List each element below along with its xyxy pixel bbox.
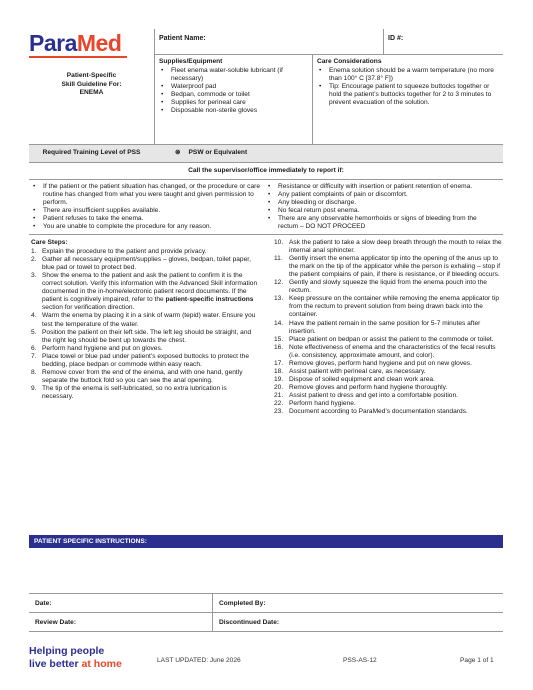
care-step: 12. Gently and slowly squeeze the liquid from the enema pouch into the rectum. (274, 279, 487, 295)
supplies-row (155, 55, 503, 144)
guideline-title: Patient-Specific Skill Guideline For: ENEMA (61, 72, 122, 97)
list-item: • Tip: Encourage patient to squeeze buttocks together or hold the patient’s buttocks together for 2 to 3 minutes to prevent evacuation of the solution. (317, 83, 499, 107)
care-step: 16. Note effectiveness of enema and the characteristics of the fecal results (i.e. consistency, approximate amount, and color). (274, 343, 496, 359)
care-steps-section (29, 235, 503, 416)
footer-tagline: Helping people live better at home (29, 645, 122, 670)
discontinued-date-field[interactable]: Discontinued Date: (212, 613, 503, 631)
care-considerations-section (312, 55, 503, 144)
page-number: Page 1 of 1 (460, 657, 494, 664)
care-step: 18. Assist patient with perineal care, as necessary. (274, 367, 426, 375)
list-item: • There are any observable hemorrhoids or signs of bleeding from the rectum – DO NOT PROCEED (266, 215, 497, 231)
list-item: • Any patient complaints of pain or discomfort. (266, 191, 497, 199)
header-right (154, 29, 503, 144)
report-heading: Call the supervisor/office immediately to report if: (29, 163, 503, 180)
date-field[interactable]: Date: (35, 600, 52, 607)
list-item: • Resistance or difficulty with insertion or patient retention of enema. (266, 183, 497, 191)
care-step: 13. Keep pressure on the container while removing the enema applicator tip from the rectum to prevent solution from being drawn back into the container. (274, 295, 500, 319)
patient-specific-instructions-bar: PATIENT SPECIFIC INSTRUCTIONS: (29, 535, 503, 548)
care-step: 14. Have the patient remain in the same position for 5-7 minutes after insertion. (274, 319, 481, 335)
care-steps-right-column (266, 239, 503, 416)
signoff-row (29, 613, 503, 632)
completed-by-field[interactable]: Completed By: (212, 594, 503, 612)
care-step: 3. Show the enema to the patient and ask the patient to confirm it is the correct solution. Verify this information with the Advanced Skill information documented in the in-home/electronic patient record documents. If the patient is cognitively impaired, refer to the patient-specific instructions section for verification direction. (31, 272, 258, 312)
document-page (29, 29, 503, 416)
care-steps-heading: Care Steps: (31, 239, 68, 247)
report-right-column (266, 183, 503, 231)
care-step: 19. Dispose of soiled equipment and clean work area. (274, 375, 435, 383)
training-level-row (29, 145, 503, 163)
care-step: 4. Warm the enema by placing it in a sink of warm (tepid) water. Ensure you test the temperature of the water. (31, 312, 256, 328)
list-item: • There are insufficient supplies available. (31, 207, 260, 215)
logo-underline (29, 56, 127, 58)
signoff-row (29, 594, 503, 613)
care-step: 5. Position the patient on their left side. The left leg should be straight, and the right leg should be bent up towards the chest. (31, 328, 252, 344)
care-step: 22. Perform hand hygiene. (274, 399, 356, 407)
report-conditions (29, 180, 503, 235)
patient-id-row (155, 29, 503, 55)
list-item: • Fleet enema water-soluble lubricant (if necessary) (159, 67, 308, 83)
care-step: 6. Perform hand hygiene and put on gloves. (31, 344, 163, 352)
care-steps-left-column (29, 239, 266, 416)
header-block (29, 29, 503, 145)
care-step: 1. Explain the procedure to the patient and provide privacy. (31, 248, 207, 256)
list-item: • Disposable non-sterile gloves (159, 107, 308, 115)
supplies-section (155, 55, 312, 144)
patient-name-field[interactable]: Patient Name: (159, 35, 206, 42)
header-left (29, 29, 154, 144)
list-item: • Supplies for perineal care (159, 99, 308, 107)
care-step: 9. The tip of the enema is self-lubricated, so no extra lubrication is necessary. (31, 384, 227, 400)
last-updated: LAST UPDATED: June 2026 (157, 657, 241, 664)
list-item: • Enema solution should be a warm temperature (no more than 100° C [37.8° F]) (317, 67, 499, 83)
training-level-label: Required Training Level of PSS (42, 149, 141, 157)
patient-id-field[interactable]: ID #: (383, 29, 503, 54)
care-step: 15. Place patient on bedpan or assist the patient to the commode or toilet. (274, 335, 494, 343)
paramed-logo: ParaMed (29, 30, 122, 56)
care-step: 20. Remove gloves and perform hand hygiene thoroughly. (274, 383, 448, 391)
list-item: • No fecal return post enema. (266, 207, 497, 215)
list-item: • Waterproof pad (159, 83, 308, 91)
care-step: 8. Remove cover from the end of the enema, and with one hand, gently separate the buttock fold so you can see the anal opening. (31, 368, 243, 384)
care-step: 21. Assist patient to dress and get into a comfortable position. (274, 391, 458, 399)
care-step: 10. Ask the patient to take a slow deep breath through the mouth to relax the internal anal sphincter. (274, 239, 502, 255)
list-item: • Patient refuses to take the enema. (31, 215, 260, 223)
supplies-heading: Supplies/Equipment (159, 58, 223, 65)
signoff-table (29, 593, 503, 632)
care-step: 2. Gather all necessary equipment/supplies – gloves, bedpan, toilet paper, blue pad or towel to protect bed. (31, 256, 251, 272)
training-level-value: ⊗ PSW or Equivalent (175, 149, 248, 157)
list-item: • If the patient or the patient situation has changed, or the procedure or care routine has changed from what you were taught and given permission to perform. (31, 183, 260, 207)
care-step: 11. Gently insert the enema applicator tip into the opening of the anus up to the mark on the tip of the applicator while the person is exhaling – stop if the patient complains of pain, if there is resistance, or if bleeding occurs. (274, 255, 501, 279)
care-step: 23. Document according to ParaMed’s documentation standards. (274, 407, 468, 415)
report-left-column (29, 183, 266, 231)
care-considerations-heading: Care Considerations (317, 58, 382, 65)
list-item: • You are unable to complete the procedure for any reason. (31, 223, 260, 231)
supplies-list (159, 67, 308, 115)
checked-box-icon: ⊗ (175, 149, 181, 157)
care-step: 7. Place towel or blue pad under patient’s exposed buttocks to protect the bedding, place bedpan or commode within easy reach. (31, 352, 249, 368)
care-step: 17. Remove gloves, perform hand hygiene and put on new gloves. (274, 359, 472, 367)
document-code: PSS-AS-12 (343, 657, 377, 664)
review-date-field[interactable]: Review Date: (35, 619, 77, 626)
care-considerations-list (317, 67, 499, 107)
list-item: • Bedpan, commode or toilet (159, 91, 308, 99)
list-item: • Any bleeding or discharge. (266, 199, 497, 207)
